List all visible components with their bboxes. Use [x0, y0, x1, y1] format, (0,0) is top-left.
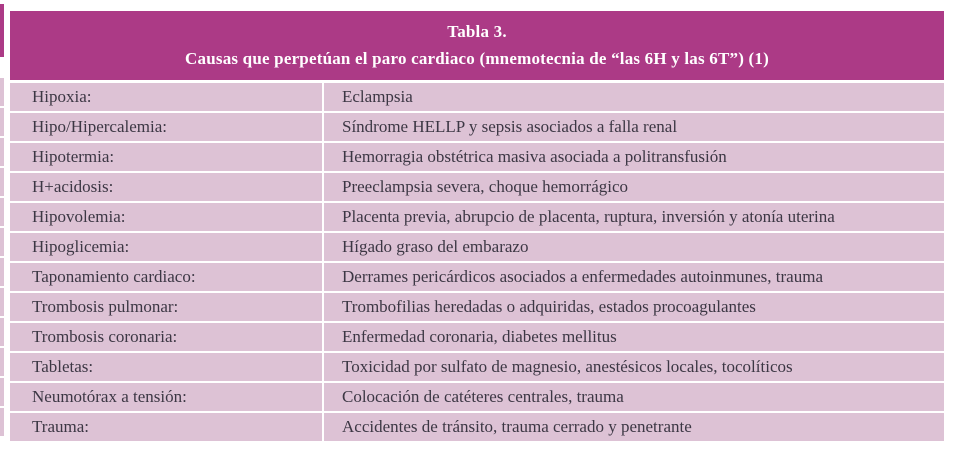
table-header [10, 11, 944, 80]
table-row [10, 83, 944, 111]
table-row [10, 323, 944, 351]
edge-row-sliver [0, 378, 4, 406]
edge-row-sliver [0, 228, 4, 256]
table-body [10, 83, 944, 441]
edge-row-sliver [0, 168, 4, 196]
table-row [10, 173, 944, 201]
cause-cell: Hipoxia: [10, 83, 322, 111]
detail-cell: Hemorragia obstétrica masiva asociada a politransfusión [324, 143, 944, 171]
detail-cell: Enfermedad coronaria, diabetes mellitus [324, 323, 944, 351]
edge-header-sliver [0, 4, 4, 57]
table-row [10, 143, 944, 171]
cause-cell: Trombosis pulmonar: [10, 293, 322, 321]
detail-cell: Eclampsia [324, 83, 944, 111]
detail-cell: Trombofilias heredadas o adquiridas, estados procoagulantes [324, 293, 944, 321]
edge-row-sliver [0, 288, 4, 316]
detail-cell: Toxicidad por sulfato de magnesio, anestésicos locales, tocolíticos [324, 353, 944, 381]
table-row [10, 263, 944, 291]
cause-cell: Taponamiento cardiaco: [10, 263, 322, 291]
table-row [10, 293, 944, 321]
detail-cell: Derrames pericárdicos asociados a enfermedades autoinmunes, trauma [324, 263, 944, 291]
page-edge-artifact [0, 0, 4, 438]
table-row [10, 203, 944, 231]
edge-row-sliver [0, 198, 4, 226]
edge-row-slivers [0, 78, 4, 436]
edge-row-sliver [0, 138, 4, 166]
cause-cell: Trombosis coronaria: [10, 323, 322, 351]
table-subtitle: Causas que perpetúan el paro cardiaco (mnemotecnia de “las 6H y las 6T”) (1) [185, 49, 769, 68]
cause-cell: Hipovolemia: [10, 203, 322, 231]
edge-row-sliver [0, 318, 4, 346]
edge-row-sliver [0, 258, 4, 286]
detail-cell: Placenta previa, abrupcio de placenta, ruptura, inversión y atonía uterina [324, 203, 944, 231]
cause-cell: Tabletas: [10, 353, 322, 381]
edge-row-sliver [0, 108, 4, 136]
detail-cell: Hígado graso del embarazo [324, 233, 944, 261]
cause-cell: H+acidosis: [10, 173, 322, 201]
table-number-title: Tabla 3. [447, 22, 507, 41]
edge-row-sliver [0, 408, 4, 436]
causes-table [10, 11, 944, 443]
table-row [10, 233, 944, 261]
edge-row-sliver [0, 348, 4, 376]
detail-cell: Síndrome HELLP y sepsis asociados a falla renal [324, 113, 944, 141]
detail-cell: Accidentes de tránsito, trauma cerrado y penetrante [324, 413, 944, 441]
detail-cell: Colocación de catéteres centrales, trauma [324, 383, 944, 411]
table-row [10, 383, 944, 411]
cause-cell: Trauma: [10, 413, 322, 441]
detail-cell: Preeclampsia severa, choque hemorrágico [324, 173, 944, 201]
table-row [10, 353, 944, 381]
cause-cell: Hipoglicemia: [10, 233, 322, 261]
cause-cell: Neumotórax a tensión: [10, 383, 322, 411]
cause-cell: Hipotermia: [10, 143, 322, 171]
edge-row-sliver [0, 78, 4, 106]
table-row [10, 113, 944, 141]
cause-cell: Hipo/Hipercalemia: [10, 113, 322, 141]
table-row [10, 413, 944, 441]
